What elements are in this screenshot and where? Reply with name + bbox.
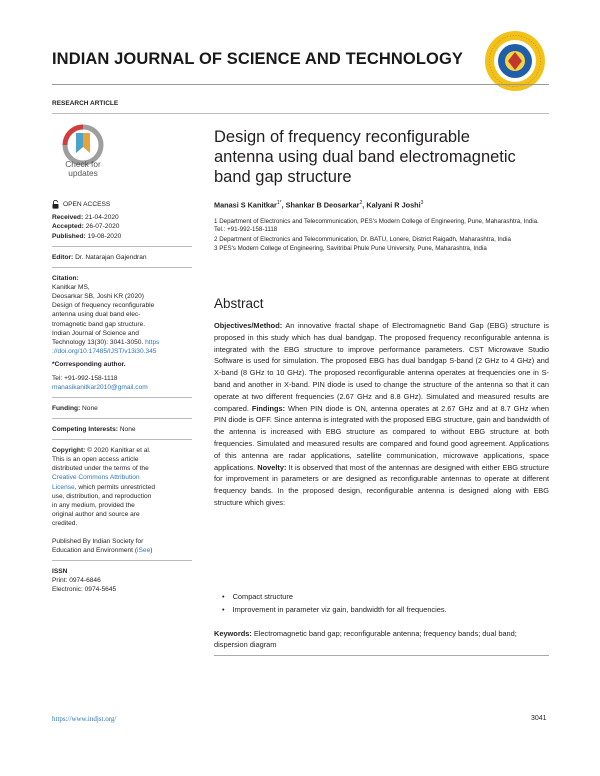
citation-text: Kanitkar MS, Deosarkar SB, Joshi KR (2020) Design of frequency reconfigurable antenna using dual band elec- tromagnetic band gap structure. Indian Journal of Science and Technology 13(30): 3041-3050. https ://doi.org/10.17485/IJST/v13i30.345 [52,283,160,356]
footer-journal-link[interactable]: https://www.indjst.org/ [52,715,117,723]
issn-electronic: Electronic: 0974-5645 [52,586,117,594]
corresponding-author-label: *Corresponding author. [52,361,126,369]
author-list: Manasi S Kanitkar$^{1*}$, Shankar B Deosarkar$^2$, Kalyani R Joshi$^3$ [214,200,424,210]
keywords-divider [214,655,549,656]
section-divider [52,113,549,114]
affiliation: 3 PES's Modern College of Engineering, Savitribai Phule Pune University, Pune, Maharashtra, India [214,244,487,252]
author-email-link[interactable]: manasikanitkar2010@gmail.com [52,383,148,391]
doi-link[interactable]: https [145,339,160,347]
list-item: • Compact structure [222,592,293,601]
check-for-updates-label[interactable]: Check for updates [65,159,101,178]
doi-link[interactable]: ://doi.org/10.17485/IJST/v13i30.345 [52,348,157,356]
abstract-heading: Abstract [214,296,264,311]
header-divider [52,84,549,85]
sidebar-divider [52,267,192,268]
keywords: Keywords: Electromagnetic band gap; reconfigurable antenna; frequency bands; dual band; dispersion diagram [214,629,517,649]
page-number: 3041 [531,715,547,722]
abstract-body: Objectives/Method: An innovative fractal shape of Electromagnetic Band Gap (EBG) structure is proposed in this study which has dual bandgap. The proposed frequency reconfigurable antenna is integrated with the EBG structure to improve performance parameters. CST Microwave Studio Software is used for simulation. The proposed EBG has dual bandgap S-band (2 GHz to 4 GHz) and X-band (8 GHz to 10 GHz). The proposed reconfigurable antenna operates at frequencies one in S-band and another in X-band. PIN diode is used to change the structure of the antenna so that it can operate at two different frequencies (2.67 GHz and 8.8 GHz). Simulated and measured results are compared. Findings: When PIN diode is ON, antenna operates at 2.67 GHz and at 8.7 GHz when PIN diode is OFF. Since antenna is integrated with the proposed EBG structure, gain and bandwidth of the antenna is increased with EBG structure as compared to without EBG structure at both frequencies. Simulated and measured results are compared and found good agreement. Applications of this antenna are radar applications, satellite communication, microwave applications, space applications. Novelty: It is observed that most of the antennas are designed with either EBG structure for improvement in parameters or are designed as reconfigurable antennas to operate at different frequency bands. In the proposed design, reconfigurable antenna is designed along with EBG structure which gives: [214,321,549,507]
list-item: • Improvement in parameter viz gain, bandwidth for all frequencies. [222,604,447,614]
article-title: Design of frequency reconfigurable antenna using dual band electromagnetic band gap structure [214,128,516,186]
open-lock-icon [52,200,59,209]
license-link[interactable]: License [52,483,75,491]
author-tel: Tel: +91-992-158-1118 [52,374,118,382]
article-info-sidebar [52,200,192,594]
received-date: Received: 21-04-2020 [52,214,119,222]
sidebar-divider [52,439,192,440]
sidebar-divider [52,397,192,398]
affiliation: 1 Department of Electronics and Telecommunication, PES's Modern College of Engineering, Pune, Maharashtra, India. Tel.: +91-992-158-1118 [214,218,539,234]
journal-logo-icon [484,30,546,92]
accepted-date: Accepted: 26-07-2020 [52,223,120,231]
published-date: Published: 19-08-2020 [52,232,122,240]
open-access [52,200,192,209]
abstract-bullets [222,591,447,616]
sidebar-divider [52,246,192,247]
open-access-label: OPEN ACCESS [63,201,111,208]
article-type: RESEARCH ARTICLE [52,100,119,107]
citation-label: Citation: [52,274,79,282]
competing-interests: Competing Interests: None [52,425,136,433]
isee-link[interactable]: iSee [137,546,151,554]
author-name: Manasi S Kanitkar [214,200,277,210]
copyright: Copyright: © 2020 Kanitkar et al. This is an open access article distributed under the terms of the Creative Commons Attribution License, which permits unrestricted use, distribution, and reproduction in any medium, provided the original author and source are credited. [52,446,192,529]
affiliation: 2 Department of Electronics and Telecommunication, Dr. BATU, Lonere, District Raigadh, Maharashtra, India [214,235,511,243]
issn-print: Print: 0974-6846 [52,577,101,585]
journal-title: INDIAN JOURNAL OF SCIENCE AND TECHNOLOGY [52,50,464,68]
funding: Funding: None [52,404,98,412]
sidebar-divider [52,418,192,419]
license-link[interactable]: Creative Commons Attribution [52,474,140,482]
issn-label: ISSN [52,567,68,575]
sidebar-divider [52,560,192,561]
author-name: Shankar B Deosarkar [285,200,360,210]
editor: Editor: Dr. Natarajan Gajendran [52,253,147,261]
affiliations [214,218,549,254]
author-name: Kalyani R Joshi [366,200,421,210]
publisher: Published By Indian Society for Education and Environment (iSee) [52,537,153,554]
